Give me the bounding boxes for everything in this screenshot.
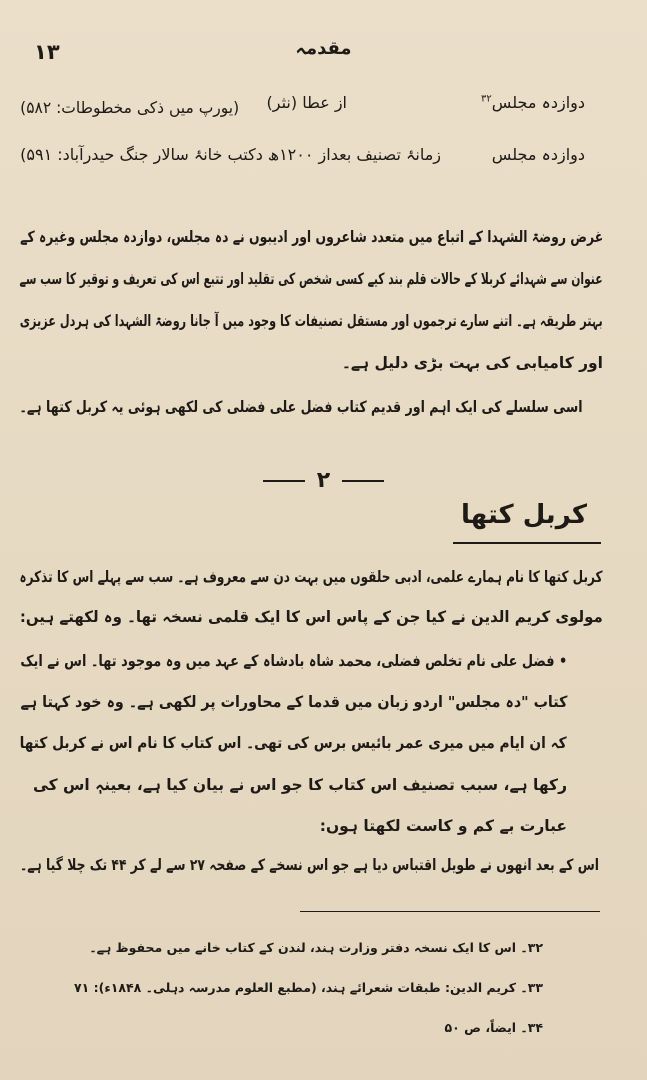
list-entry-2-detail: زمانۂ تصنیف بعداز ۱۲۰۰ھ دکتب خانۂ سالار جنگ حیدرآباد: ۵۹۱) bbox=[20, 145, 441, 164]
section-number-text: ۲ bbox=[316, 468, 331, 493]
para2-line-1: کربل کتھا کا نام ہمارے علمی، ادبی حلقوں میں بہت دن سے معروف ہے۔ سب سے پہلے اس کا تذکرہ bbox=[20, 568, 603, 586]
footnote-32: ۳۲۔ اس کا ایک نسخہ دفتر وزارت ہند، لندن کے کتاب خانے میں محفوظ ہے۔ bbox=[89, 940, 543, 955]
section-heading: کربل کتھا bbox=[461, 500, 587, 530]
running-title: مقدمہ bbox=[295, 38, 352, 59]
para2-line-2: مولوی کریم الدین نے کیا جن کے پاس اس کا ایک قلمی نسخہ تھا۔ وہ لکھتے ہیں: bbox=[20, 608, 603, 626]
list-entry-1-detail: از عطا (نثر) bbox=[266, 93, 347, 112]
quote-line-5: عبارت بے کم و کاست لکھتا ہوں: bbox=[319, 817, 567, 835]
heading-underline bbox=[453, 542, 601, 544]
dash-left bbox=[263, 480, 305, 482]
list-entry-1-note: (یورپ میں ذکی مخطوطات: ۵۸۲) bbox=[20, 98, 239, 117]
list-entry-1-title bbox=[481, 93, 585, 112]
dash-right bbox=[342, 480, 384, 482]
para3: اس کے بعد انھوں نے طویل اقتباس دیا ہے جو اس نسخے کے صفحہ ۲۷ سے لے کر ۴۴ تک چلا گیا ہے۔ bbox=[20, 856, 599, 874]
quote-line-2: کتاب "دہ مجلس" اردو زبان میں قدما کے محاورات پر لکھی ہے۔ وہ خود کہتا ہے bbox=[20, 693, 567, 711]
quote-line-1: • فضل علی نام تخلص فضلی، محمد شاہ بادشاہ کے عہد میں وہ موجود تھا۔ اس نے ایک bbox=[20, 652, 567, 670]
list-entry-2-title: دوازدہ مجلس bbox=[491, 145, 585, 164]
list-entry-title: دوازدہ مجلس bbox=[491, 93, 585, 112]
footnote-rule bbox=[300, 911, 600, 912]
para1-line-5: اسی سلسلے کی ایک اہم اور قدیم کتاب فضل علی فضلی کی لکھی ہوئی یہ کربل کتھا ہے۔ bbox=[20, 398, 583, 416]
footnote-34: ۳۴۔ ایضاً، ص ۵۰ bbox=[444, 1020, 543, 1035]
para1-line-4: اور کامیابی کی بہت بڑی دلیل ہے۔ bbox=[341, 354, 603, 372]
section-number bbox=[0, 468, 647, 493]
footnote-marker: ۳۲ bbox=[481, 93, 492, 105]
quote-line-4: رکھا ہے، سبب تصنیف اس کتاب کا جو اس نے بیان کیا ہے، بعینہٖ اس کی bbox=[32, 776, 567, 794]
para1-line-1: غرض روضۃ الشہدا کے اتباع میں متعدد شاعروں اور ادیبوں نے دہ مجلس، دوازدہ مجلس وغیرہ کے bbox=[20, 228, 603, 246]
para1-line-3: بہتر طریقہ ہے۔ اتنے سارے ترجموں اور مستقل تصنیفات کا وجود میں آ جانا روضۃ الشہدا کی ہردل عزیزی bbox=[20, 312, 603, 330]
quote-line-3: کہ ان ایام میں میری عمر بائیس برس کی تھی۔ اس کتاب کا نام اس نے کربل کتھا bbox=[20, 734, 567, 752]
para1-line-2: عنوان سے شہدائے کربلا کے حالات قلم بند کیے کسی شخص کی تقلید اور تتبع اس کی تعریف و توقیر کا سب سے bbox=[20, 270, 603, 288]
page-number: ١٣ bbox=[34, 40, 60, 64]
footnote-33: ۳۳۔ کریم الدین: طبقات شعرائے ہند، (مطبع العلوم مدرسہ دہلی۔ ۱۸۴۸ء): ۷۱ bbox=[74, 980, 543, 995]
